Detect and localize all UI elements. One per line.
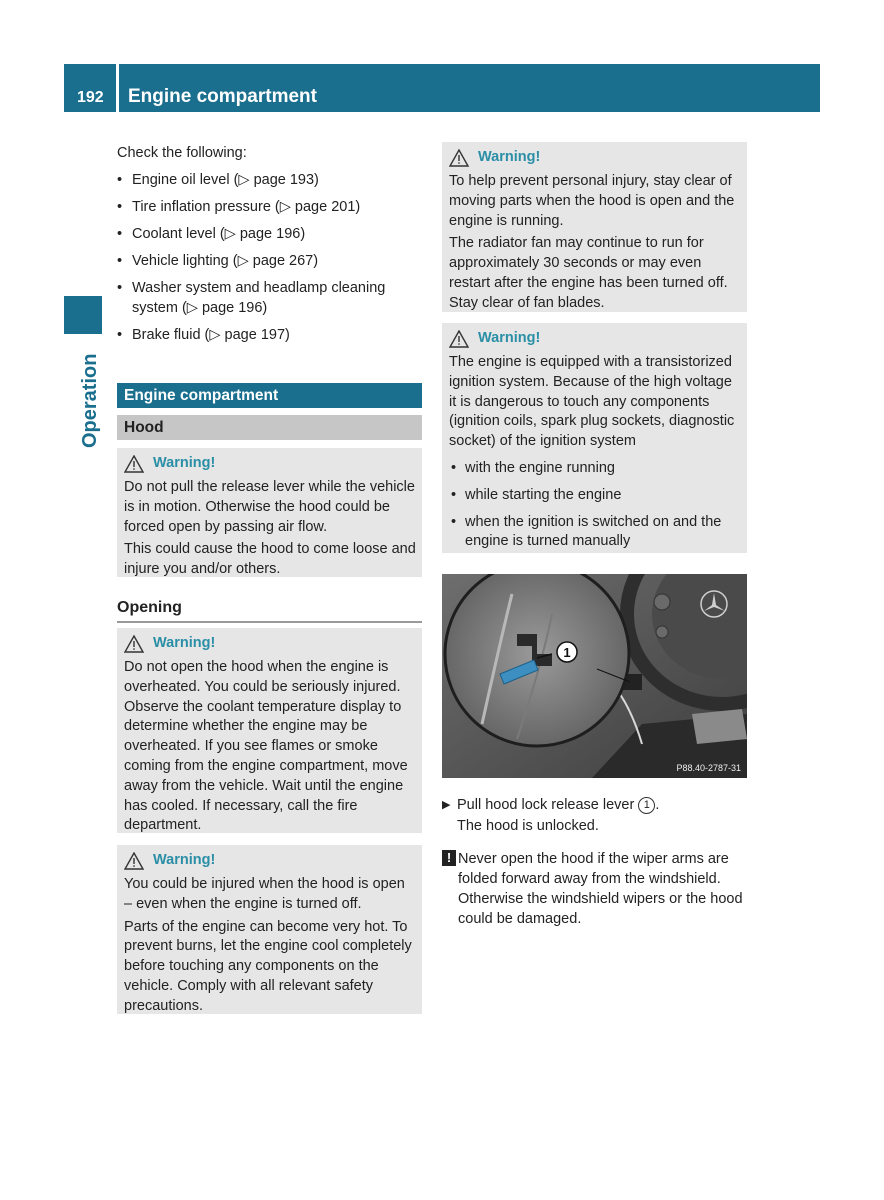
intro-checklist (117, 143, 422, 345)
warning-header (124, 453, 416, 475)
warning-triangle-icon (124, 635, 144, 653)
photo-code: P88.40-2787-31 (676, 763, 741, 773)
action-result: The hood is unlocked. (457, 818, 599, 834)
warning-header (124, 633, 416, 655)
subsection-title-bar: Hood (117, 415, 422, 440)
notice-text: Never open the hood if the wiper arms are folded forward away from the windshield. Otherwise the windshield wipers or the hood could be damaged. (458, 851, 743, 927)
warning-label: Warning! (153, 635, 216, 652)
photo-callout-number: 1 (563, 645, 571, 660)
list-item: • with the engine running (451, 459, 615, 476)
warning-header (449, 328, 741, 350)
warning-box-hood (117, 448, 422, 577)
action-step (442, 795, 752, 837)
warning-box-hot-parts (117, 845, 422, 1014)
warning-paragraph: This could cause the hood to come loose and injure you and/or others. (124, 541, 416, 578)
list-item: • while starting the engine (451, 486, 622, 503)
list-item: • Tire inflation pressure (▷ page 201) (117, 199, 361, 215)
warning-triangle-icon (124, 455, 144, 473)
warning-paragraph: Parts of the engine can become very hot. To prevent burns, let the engine cool completely before touching any components on the vehicle. Comply with all relevant safety precautions. (124, 918, 412, 1014)
list-item: • when the ignition is switched on and the engine is turned manually (451, 513, 722, 550)
damage-notice (442, 849, 752, 929)
page-header (64, 64, 820, 112)
warning-header (449, 147, 741, 169)
list-item: • Engine oil level (▷ page 193) (117, 172, 319, 188)
warning-box-ignition (442, 323, 747, 553)
warning-label: Warning! (153, 852, 216, 869)
warning-triangle-icon (449, 149, 469, 167)
header-divider (116, 64, 119, 112)
warning-paragraph: You could be injured when the hood is open – even when the engine is turned off. (124, 876, 405, 912)
page-title: Engine compartment (128, 86, 317, 107)
exclamation-icon: ! (442, 850, 456, 866)
warning-paragraph: To help prevent personal injury, stay clear of moving parts when the hood is open and the engine is running. (449, 173, 735, 229)
section-title-bar: Engine compartment (117, 383, 422, 408)
action-text: Pull hood lock release lever 1 . (457, 797, 660, 813)
list-item: • Vehicle lighting (▷ page 267) (117, 253, 319, 269)
warning-paragraph: Do not open the hood when the engine is overheated. You could be seriously injured. Observe the coolant temperature display to determine whether the engine may be overheated. If you see flames or smoke coming from the engine compartment, move away from the vehicle. Wait until the engine has cooled. If necessary, call the fire department. (124, 659, 408, 834)
callout-number: 1 (638, 797, 655, 814)
page-number: 192 (77, 89, 104, 106)
side-tab-marker (64, 296, 102, 334)
warning-paragraph: Do not pull the release lever while the vehicle is in motion. Otherwise the hood could be forced open by passing air flow. (124, 479, 415, 535)
opening-heading: Opening (117, 597, 422, 623)
hood-release-lever-photo (442, 574, 747, 778)
warning-label: Warning! (478, 330, 541, 347)
list-item: • Brake fluid (▷ page 197) (117, 327, 290, 343)
intro-lead: Check the following: (117, 145, 247, 161)
warning-paragraph: The radiator fan may continue to run for approximately 30 seconds or may even restart after the engine has been turned off. Stay clear of fan blades. (449, 235, 728, 311)
list-item: • Washer system and headlamp cleaning system (▷ page 196) (117, 280, 386, 316)
warning-triangle-icon (449, 330, 469, 348)
warning-label: Warning! (153, 455, 216, 472)
warning-box-fan (442, 142, 747, 312)
warning-label: Warning! (478, 149, 541, 166)
hood-release-illustration (442, 574, 747, 778)
list-item: • Coolant level (▷ page 196) (117, 226, 306, 242)
side-tab-text: Operation (79, 353, 101, 448)
warning-box-overheated (117, 628, 422, 833)
warning-header (124, 850, 416, 872)
warning-triangle-icon (124, 852, 144, 870)
arrow-right-icon: ▶ (442, 799, 451, 811)
warning-paragraph: The engine is equipped with a transistorized ignition system. Because of the high voltage it is dangerous to touch any components (ignition coils, spark plug sockets, diagnostic socket) of the ignition system (449, 354, 735, 450)
